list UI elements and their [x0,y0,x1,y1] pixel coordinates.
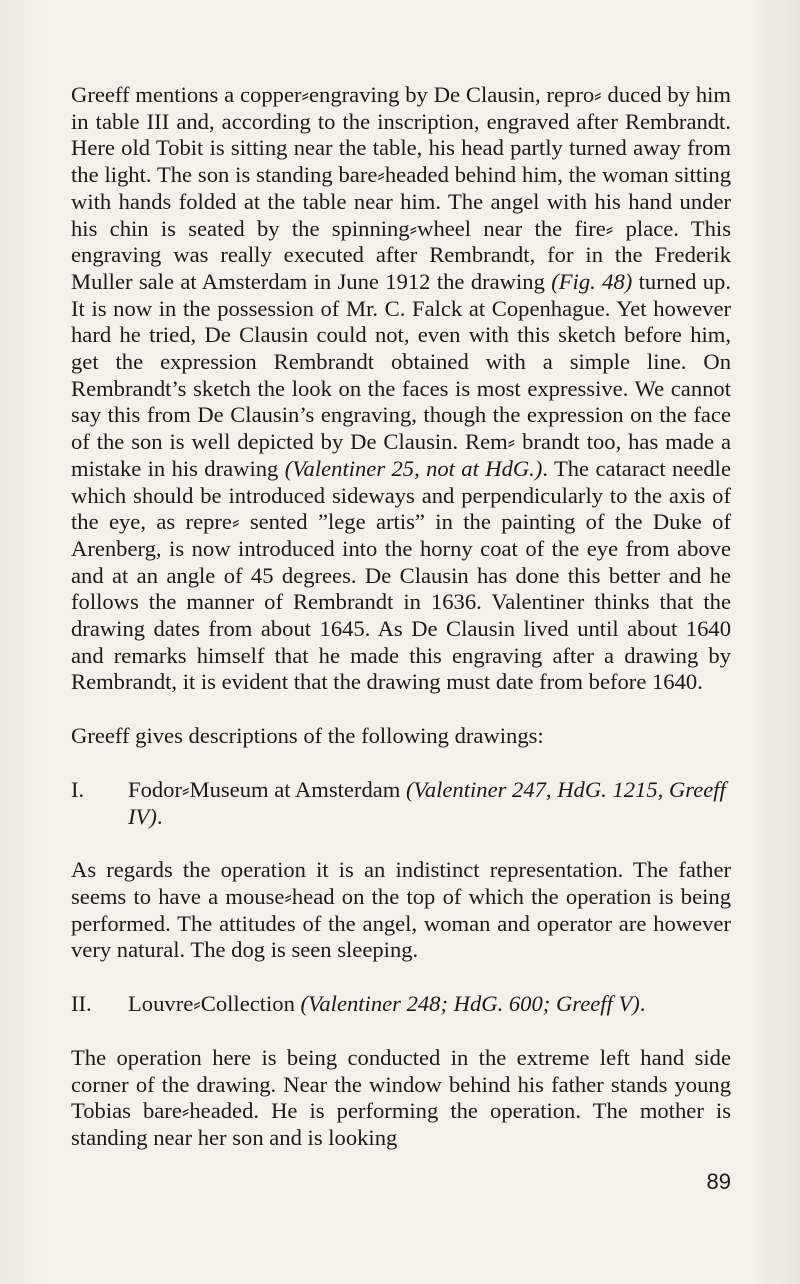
paragraph-fodor-description: As regards the operation it is an indistinct representation. The father seems to have a mouse⸗head on the top of which the operation is being performed. The attitudes of the angel, woman and operator are however very natural. The dog is seen sleeping. [71,857,731,963]
list-item-text: Louvre⸗Collection (Valentiner 248; HdG. 600; Greeff V). [128,991,646,1017]
page-body-text [71,82,731,1152]
paragraph-de-clausin-engraving: Greeff mentions a copper⸗engraving by De Clausin, repro⸗ duced by him in table III and, according to the inscription, engraved after Rembrandt. Here old Tobit is sitting near the table, his head partly turned away from the light. The son is standing bare⸗headed behind him, the woman sitting with hands folded at the table near him. The angel with his hand under his chin is seated by the spinning⸗wheel near the fire⸗ place. This engraving was really executed after Rembrandt, for in the Frederik Muller sale at Amsterdam in June 1912 the drawing (Fig. 48) turned up. It is now in the possession of Mr. C. Falck at Copenhague. Yet however hard he tried, De Clausin could not, even with this sketch before him, get the expression Rembrandt obtained with a simple line. On Rembrandt’s sketch the look on the faces is most expressive. We cannot say this from De Clausin’s engraving, though the expression on the face of the son is well depicted by De Clausin. Rem⸗ brandt too, has made a mistake in his drawing (Valentiner 25, not at HdG.). The cataract needle which should be introduced sideways and perpendicularly to the axis of the eye, as repre⸗ sented ”lege artis” in the painting of the Duke of Arenberg, is now introduced into the horny coat of the eye from above and at an angle of 45 degrees. De Clausin has done this better and he follows the manner of Rembrandt in 1636. Valentiner thinks that the drawing dates from about 1645. As De Clausin lived until about 1640 and remarks himself that he made this engraving after a drawing by Rembrandt, it is evident that the drawing must date from before 1640. [71,82,731,695]
paragraph-greeff-descriptions: Greeff gives descriptions of the following drawings: [71,723,544,749]
list-item-fodor-museum [71,777,731,830]
page-number: 89 [706,1169,731,1194]
figure-reference: (Fig. 48) [551,268,633,294]
list-item-number: II. [71,991,92,1017]
list-item-number: I. [71,776,85,802]
list-item-text: Fodor⸗Museum at Amsterdam (Valentiner 247, HdG. 1215, Greeff IV). [128,776,726,829]
list-item-louvre-collection [71,991,731,1018]
paragraph-louvre-description: The operation here is being conducted in the extreme left hand side corner of the drawing. Near the window behind his father stands young Tobias bare⸗headed. He is performing the operation. The mother is standing near her son and is looking [71,1044,731,1150]
valentiner-reference: (Valentiner 25, not at HdG.) [284,455,543,481]
